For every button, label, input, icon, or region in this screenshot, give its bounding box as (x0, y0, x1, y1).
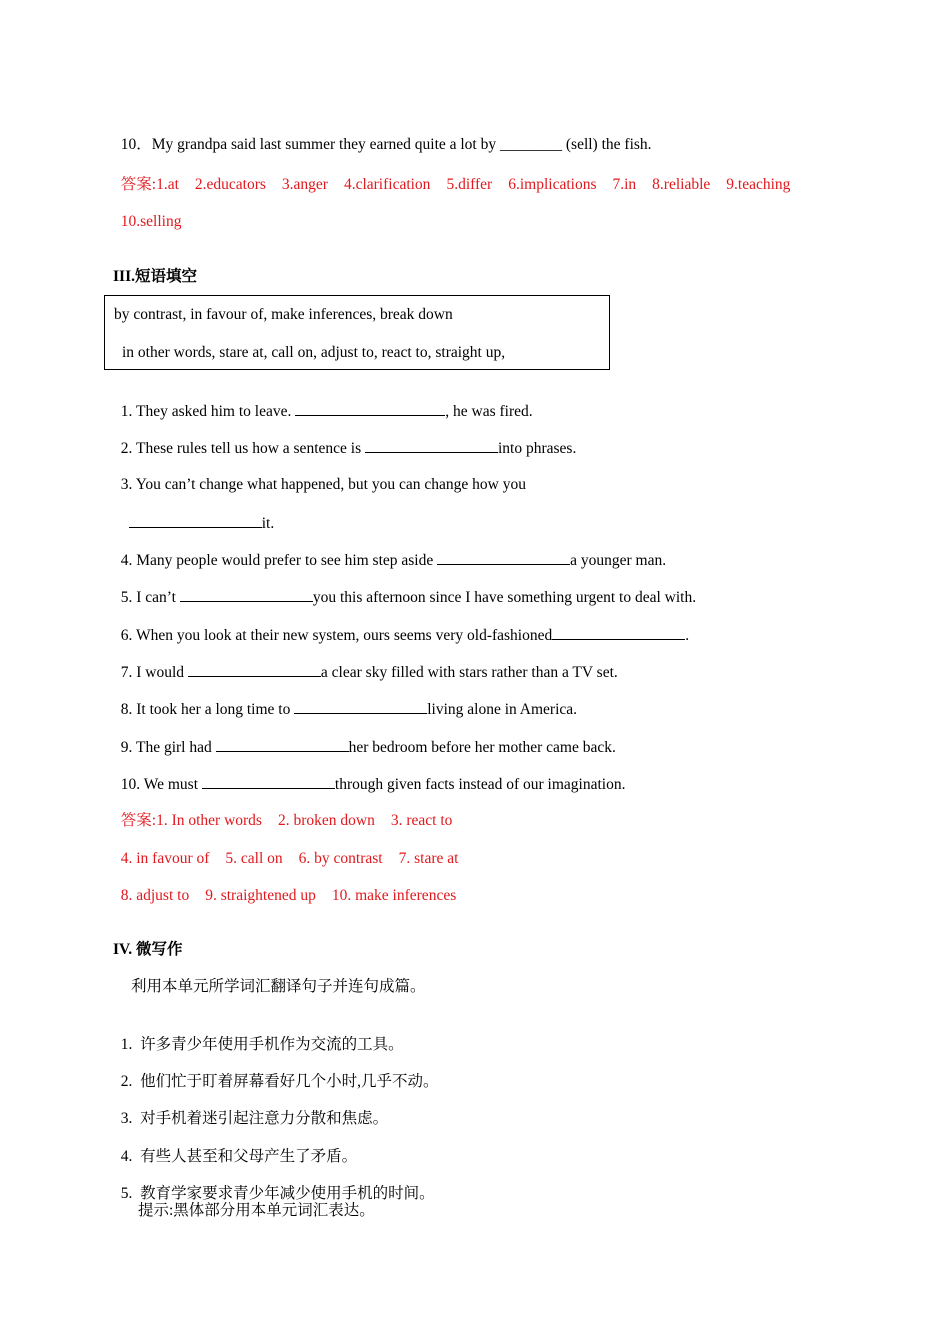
answer-item: 1.at (156, 176, 179, 193)
answer-item: 5.differ (446, 176, 493, 193)
question-item-cont (121, 493, 274, 534)
answer-item: 6. by contrast (298, 850, 383, 867)
question-text-end: it. (261, 515, 275, 532)
question-text: They asked him to leave. (135, 403, 292, 420)
answer-key-part2-cont (113, 192, 181, 232)
question-text-end: her bedroom before her mother came back. (348, 739, 616, 756)
question-number: 10． (120, 136, 152, 153)
item-text: 许多青少年使用手机作为交流的工具。 (140, 1036, 404, 1053)
question-number: 6. (120, 627, 133, 644)
question-text-end: a younger man. (570, 552, 667, 569)
question-text-end: living alone in America. (427, 701, 578, 718)
answer-blank[interactable] (437, 550, 570, 565)
question-number: 10. (120, 776, 141, 793)
answer-blank[interactable] (552, 625, 685, 640)
answer-item: 9.teaching (726, 176, 791, 193)
question-item (113, 679, 577, 720)
question-text: These rules tell us how a sentence is (135, 440, 362, 457)
answer-blank[interactable] (202, 774, 335, 789)
answer-item: 5. call on (225, 850, 283, 867)
item-text: 有些人甚至和父母产生了矛盾。 (140, 1148, 358, 1165)
question-10 (113, 115, 652, 155)
item-number: 2. (120, 1073, 133, 1090)
section-heading: IV. 微写作 (113, 941, 183, 958)
item-number: 5. (120, 1185, 133, 1202)
question-text: Many people would prefer to see him step aside (136, 552, 434, 569)
question-text-end: a clear sky filled with stars rather than a TV set. (320, 664, 618, 681)
answer-item: 7. stare at (398, 850, 459, 867)
answer-item: 9. straightened up (205, 887, 316, 904)
question-item (113, 455, 526, 495)
question-item (113, 642, 618, 683)
answer-item: 10. make inferences (331, 887, 457, 904)
answer-key-part3-line1 (113, 791, 452, 831)
section-heading: III.短语填空 (113, 268, 197, 285)
question-item (113, 381, 533, 422)
answer-blank[interactable] (365, 438, 498, 453)
question-number: 3. (120, 476, 133, 493)
answer-item: 7.in (612, 176, 637, 193)
question-text: I would (136, 664, 185, 681)
translation-item (113, 1052, 439, 1092)
answer-item: 2.educators (194, 176, 266, 193)
answer-item: 4. in favour of (120, 850, 210, 867)
question-text-end: into phrases. (497, 440, 577, 457)
item-number: 1. (120, 1036, 133, 1053)
translation-item (113, 1127, 357, 1167)
answer-blank[interactable] (294, 699, 427, 714)
translation-item (113, 1164, 435, 1204)
translation-item (113, 1089, 388, 1129)
question-number: 9. (120, 739, 133, 756)
question-item (113, 717, 616, 758)
question-text: My grandpa said last summer they earned quite a lot by (151, 136, 497, 153)
question-text: The girl had (135, 739, 212, 756)
answer-key-part2 (113, 155, 790, 195)
question-item (113, 567, 696, 608)
question-text-end: through given facts instead of our imagination. (334, 776, 626, 793)
question-text: When you look at their new system, ours seems very old-fashioned (135, 627, 553, 644)
answer-item: 2. broken down (277, 812, 375, 829)
item-text: 他们忙于盯着屏幕看好几个小时,几乎不动。 (140, 1073, 439, 1090)
item-number: 3. (120, 1110, 133, 1127)
question-text-end: . (685, 627, 690, 644)
answer-prefix: 答案: (120, 812, 157, 829)
phrase-box (104, 295, 610, 370)
answer-key-part3-line3 (113, 866, 456, 906)
question-number: 5. (120, 589, 133, 606)
answer-prefix: 答案: (120, 176, 157, 193)
item-text: 教育学家要求青少年减少使用手机的时间。 (140, 1185, 435, 1202)
phrase-list-line2: in other words, stare at, call on, adjust to, react to, straight up, (122, 344, 506, 361)
question-text: You can’t change what happened, but you can change how you (135, 476, 526, 493)
answer-blank[interactable] (295, 401, 445, 416)
answer-blank[interactable] (180, 587, 313, 602)
question-number: 2. (120, 440, 133, 457)
item-text: 对手机着迷引起注意力分散和焦虑。 (140, 1110, 389, 1127)
phrase-list-line1: by contrast, in favour of, make inferences, break down (114, 306, 453, 323)
question-text: I can’t (136, 589, 176, 606)
answer-item: 8.reliable (652, 176, 711, 193)
question-text: It took her a long time to (136, 701, 291, 718)
hint-text: 提示:黑体部分用本单元词汇表达。 (138, 1202, 375, 1219)
question-text-end: you this afternoon since I have something urgent to deal with. (312, 589, 697, 606)
answer-key-part3-line2 (113, 829, 458, 869)
answer-item: 1. In other words (156, 812, 262, 829)
answer-item: 3.anger (281, 176, 328, 193)
section-intro: 利用本单元所学词汇翻译句子并连句成篇。 (131, 978, 426, 995)
question-text-end: (sell) the fish. (565, 136, 652, 153)
question-item (113, 754, 625, 795)
answer-blank[interactable] (188, 662, 321, 677)
question-number: 8. (120, 701, 133, 718)
translation-item (113, 1015, 404, 1055)
question-number: 7. (120, 664, 133, 681)
answer-item: 3. react to (390, 812, 453, 829)
answer-item: 6.implications (508, 176, 597, 193)
question-number: 1. (120, 403, 133, 420)
question-text-end: , he was fired. (445, 403, 533, 420)
answer-item: 10.selling (120, 213, 182, 230)
answer-item: 8. adjust to (120, 887, 190, 904)
answer-item: 4.clarification (343, 176, 431, 193)
item-number: 4. (120, 1148, 133, 1165)
question-text: We must (143, 776, 199, 793)
question-item (113, 605, 689, 646)
question-item (113, 418, 576, 459)
answer-blank[interactable] (216, 737, 349, 752)
answer-blank[interactable] (129, 513, 262, 528)
answer-blank[interactable]: ________ (500, 136, 562, 153)
question-number: 4. (120, 552, 133, 569)
question-item (113, 530, 666, 571)
